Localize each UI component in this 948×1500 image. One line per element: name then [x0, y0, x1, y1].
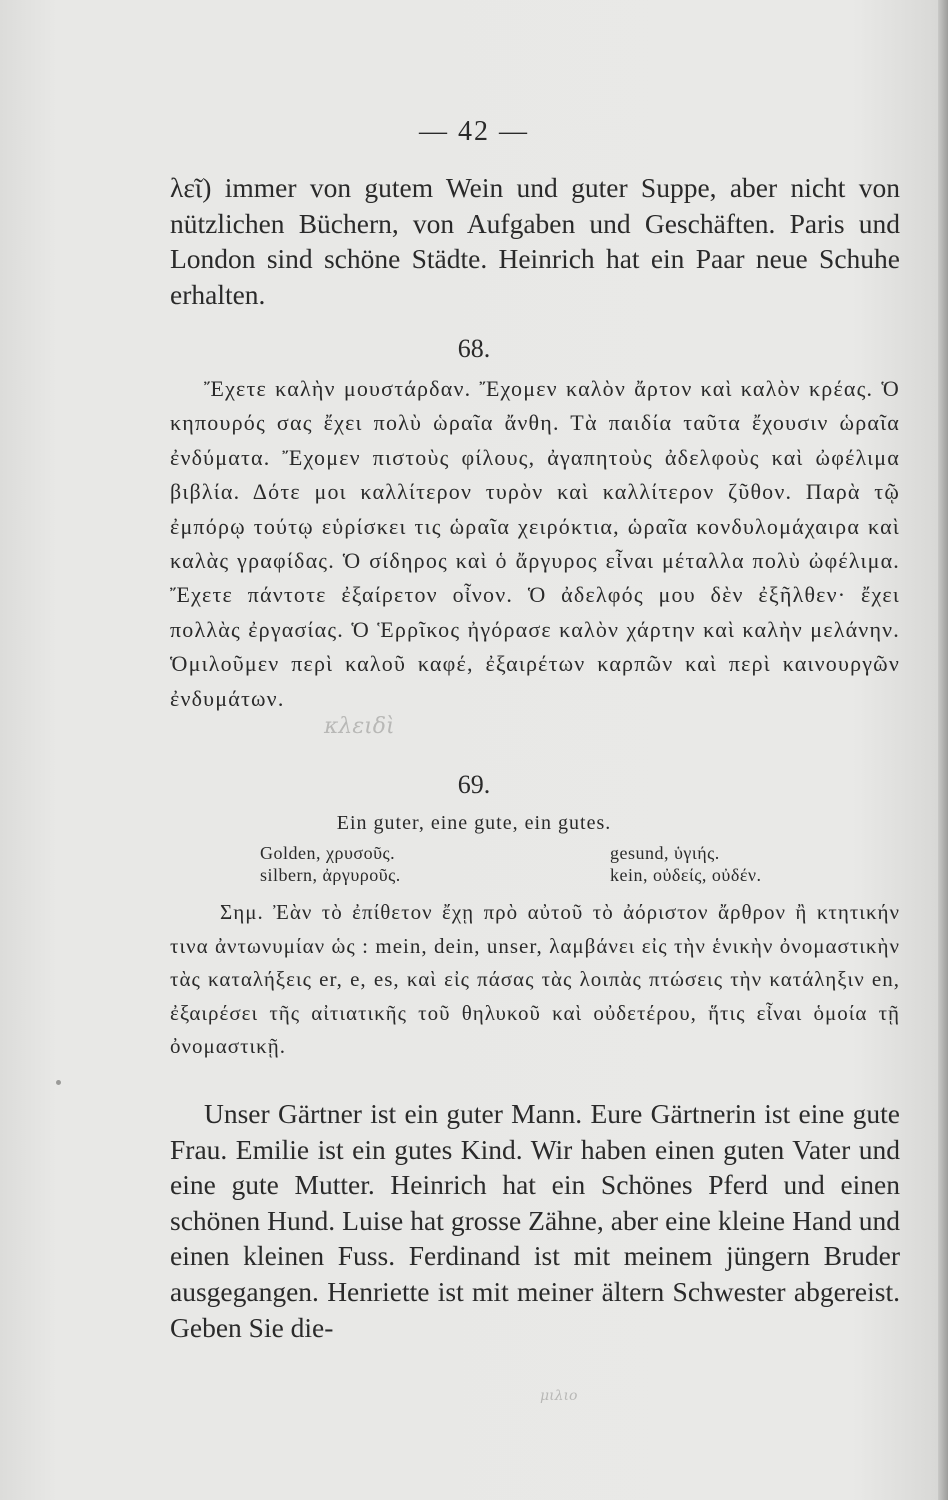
section-number-68: 68.	[457, 334, 491, 363]
vocab-greek: χρυσοῦς.	[326, 843, 396, 863]
vocab-item	[610, 842, 762, 864]
page-spine-edge	[938, 0, 948, 1500]
greek-exercise-68	[170, 372, 900, 716]
vocab-german: gesund,	[610, 843, 669, 863]
section-number-69: 69.	[457, 770, 491, 799]
vocab-item	[260, 864, 401, 886]
margin-scribble: κλειδὶ	[324, 714, 395, 739]
german-exercise-69-text: Unser Gärtner ist ein guter Mann. Eure Gärtnerin ist eine gute Frau. Emilie ist ein gutes Kind. Wir haben einen guten Vater und eine gute Mutter. Heinrich hat ein Schönes Pferd und einen schönen Hund. Luise hat grosse Zähne, aber eine kleine Hand und einen kleinen Fuss. Ferdinand ist mit meinem jüngern Bruder ausgegangen. Henriette ist mit meiner ältern Schwester abgereist. Geben Sie die-	[170, 1098, 900, 1343]
vocab-greek: ὑγιής.	[674, 843, 720, 863]
german-exercise-69	[170, 1096, 900, 1345]
example-title: Ein guter, eine gute, ein gutes.	[336, 812, 612, 834]
vocab-german: kein,	[610, 865, 648, 885]
german-paragraph-top: λεῖ) immer von gutem Wein und guter Suppe, aber nicht von nützlichen Büchern, von Aufgaben und Geschäften. Paris und London sind schöne Städte. Heinrich hat ein Paar neue Schuhe erhalten.	[170, 172, 900, 310]
vocab-german: Golden,	[260, 843, 321, 863]
vocab-item	[610, 864, 762, 886]
bottom-scribble: μιλιο	[540, 1388, 578, 1404]
vocabulary-left-column	[260, 842, 401, 886]
vocabulary-right-column	[610, 842, 762, 886]
greek-exercise-68-text: Ἔχετε καλὴν μουστάρδαν. Ἔχομεν καλὸν ἄρτον καὶ καλὸν κρέας. Ὁ κηπουρός σας ἔχει πολὺ ὡραῖα ἄνθη. Τὰ παιδία ταῦτα ἔχουσιν ὡραῖα ἐνδύματα. Ἔχομεν πιστοὺς φίλους, ἀγαπητοὺς ἀδελφοὺς καὶ ὠφέλιμα βιβλία. Δότε μοι καλλίτερον τυρὸν καὶ καλλίτερον ζῦθον. Παρὰ τῷ ἐμπόρῳ τούτῳ εὑρίσκει τις ὡραῖα χειρόκτια, ὡραῖα κονδυλομάχαιρα καὶ καλὰς γραφίδας. Ὁ σίδηρος καὶ ὁ ἄργυρος εἶναι μέταλλα πολὺ ὠφέλιμα. Ἔχετε πάντοτε ἐξαίρετον οἶνον. Ὁ ἀδελφός μου δὲν ἐξῆλθεν· ἔχει πολλὰς ἐργασίας. Ὁ Ἑρρῖκος ἠγόρασε καλὸν χάρτην καὶ καλὴν μελάνην. Ὁμιλοῦμεν περὶ καλοῦ καφέ, ἐξαιρέτων καρπῶν καὶ περὶ καινουργῶν ἐνδυμάτων.	[170, 376, 900, 711]
paper-speck	[56, 1080, 61, 1085]
grammar-note-69	[170, 896, 900, 1064]
vocab-greek: ἀργυροῦς.	[322, 865, 401, 885]
vocab-german: silbern,	[260, 865, 318, 885]
vocab-item	[260, 842, 401, 864]
grammar-note-69-text: Σημ. Ἐὰν τὸ ἐπίθετον ἔχῃ πρὸ αὐτοῦ τὸ ἀόριστον ἄρθρον ἢ κτητικήν τινα ἀντωνυμίαν ὡς : mein, dein, unser, λαμβάνει εἰς τὴν ἑνικὴν ὀνομαστικὴν τὰς καταλήξεις er, e, es, καὶ εἰς πάσας τὰς λοιπὰς πτώσεις τὴν κατάληξιν en, ἐξαιρέσει τῆς αἰτιατικῆς τοῦ θηλυκοῦ καὶ οὐδετέρου, ἥτις εἶναι ὁμοία τῇ ὀνομαστικῇ.	[170, 900, 900, 1058]
page-number: — 42 —	[419, 116, 529, 147]
vocab-greek: οὐδείς, οὐδέν.	[653, 865, 762, 885]
